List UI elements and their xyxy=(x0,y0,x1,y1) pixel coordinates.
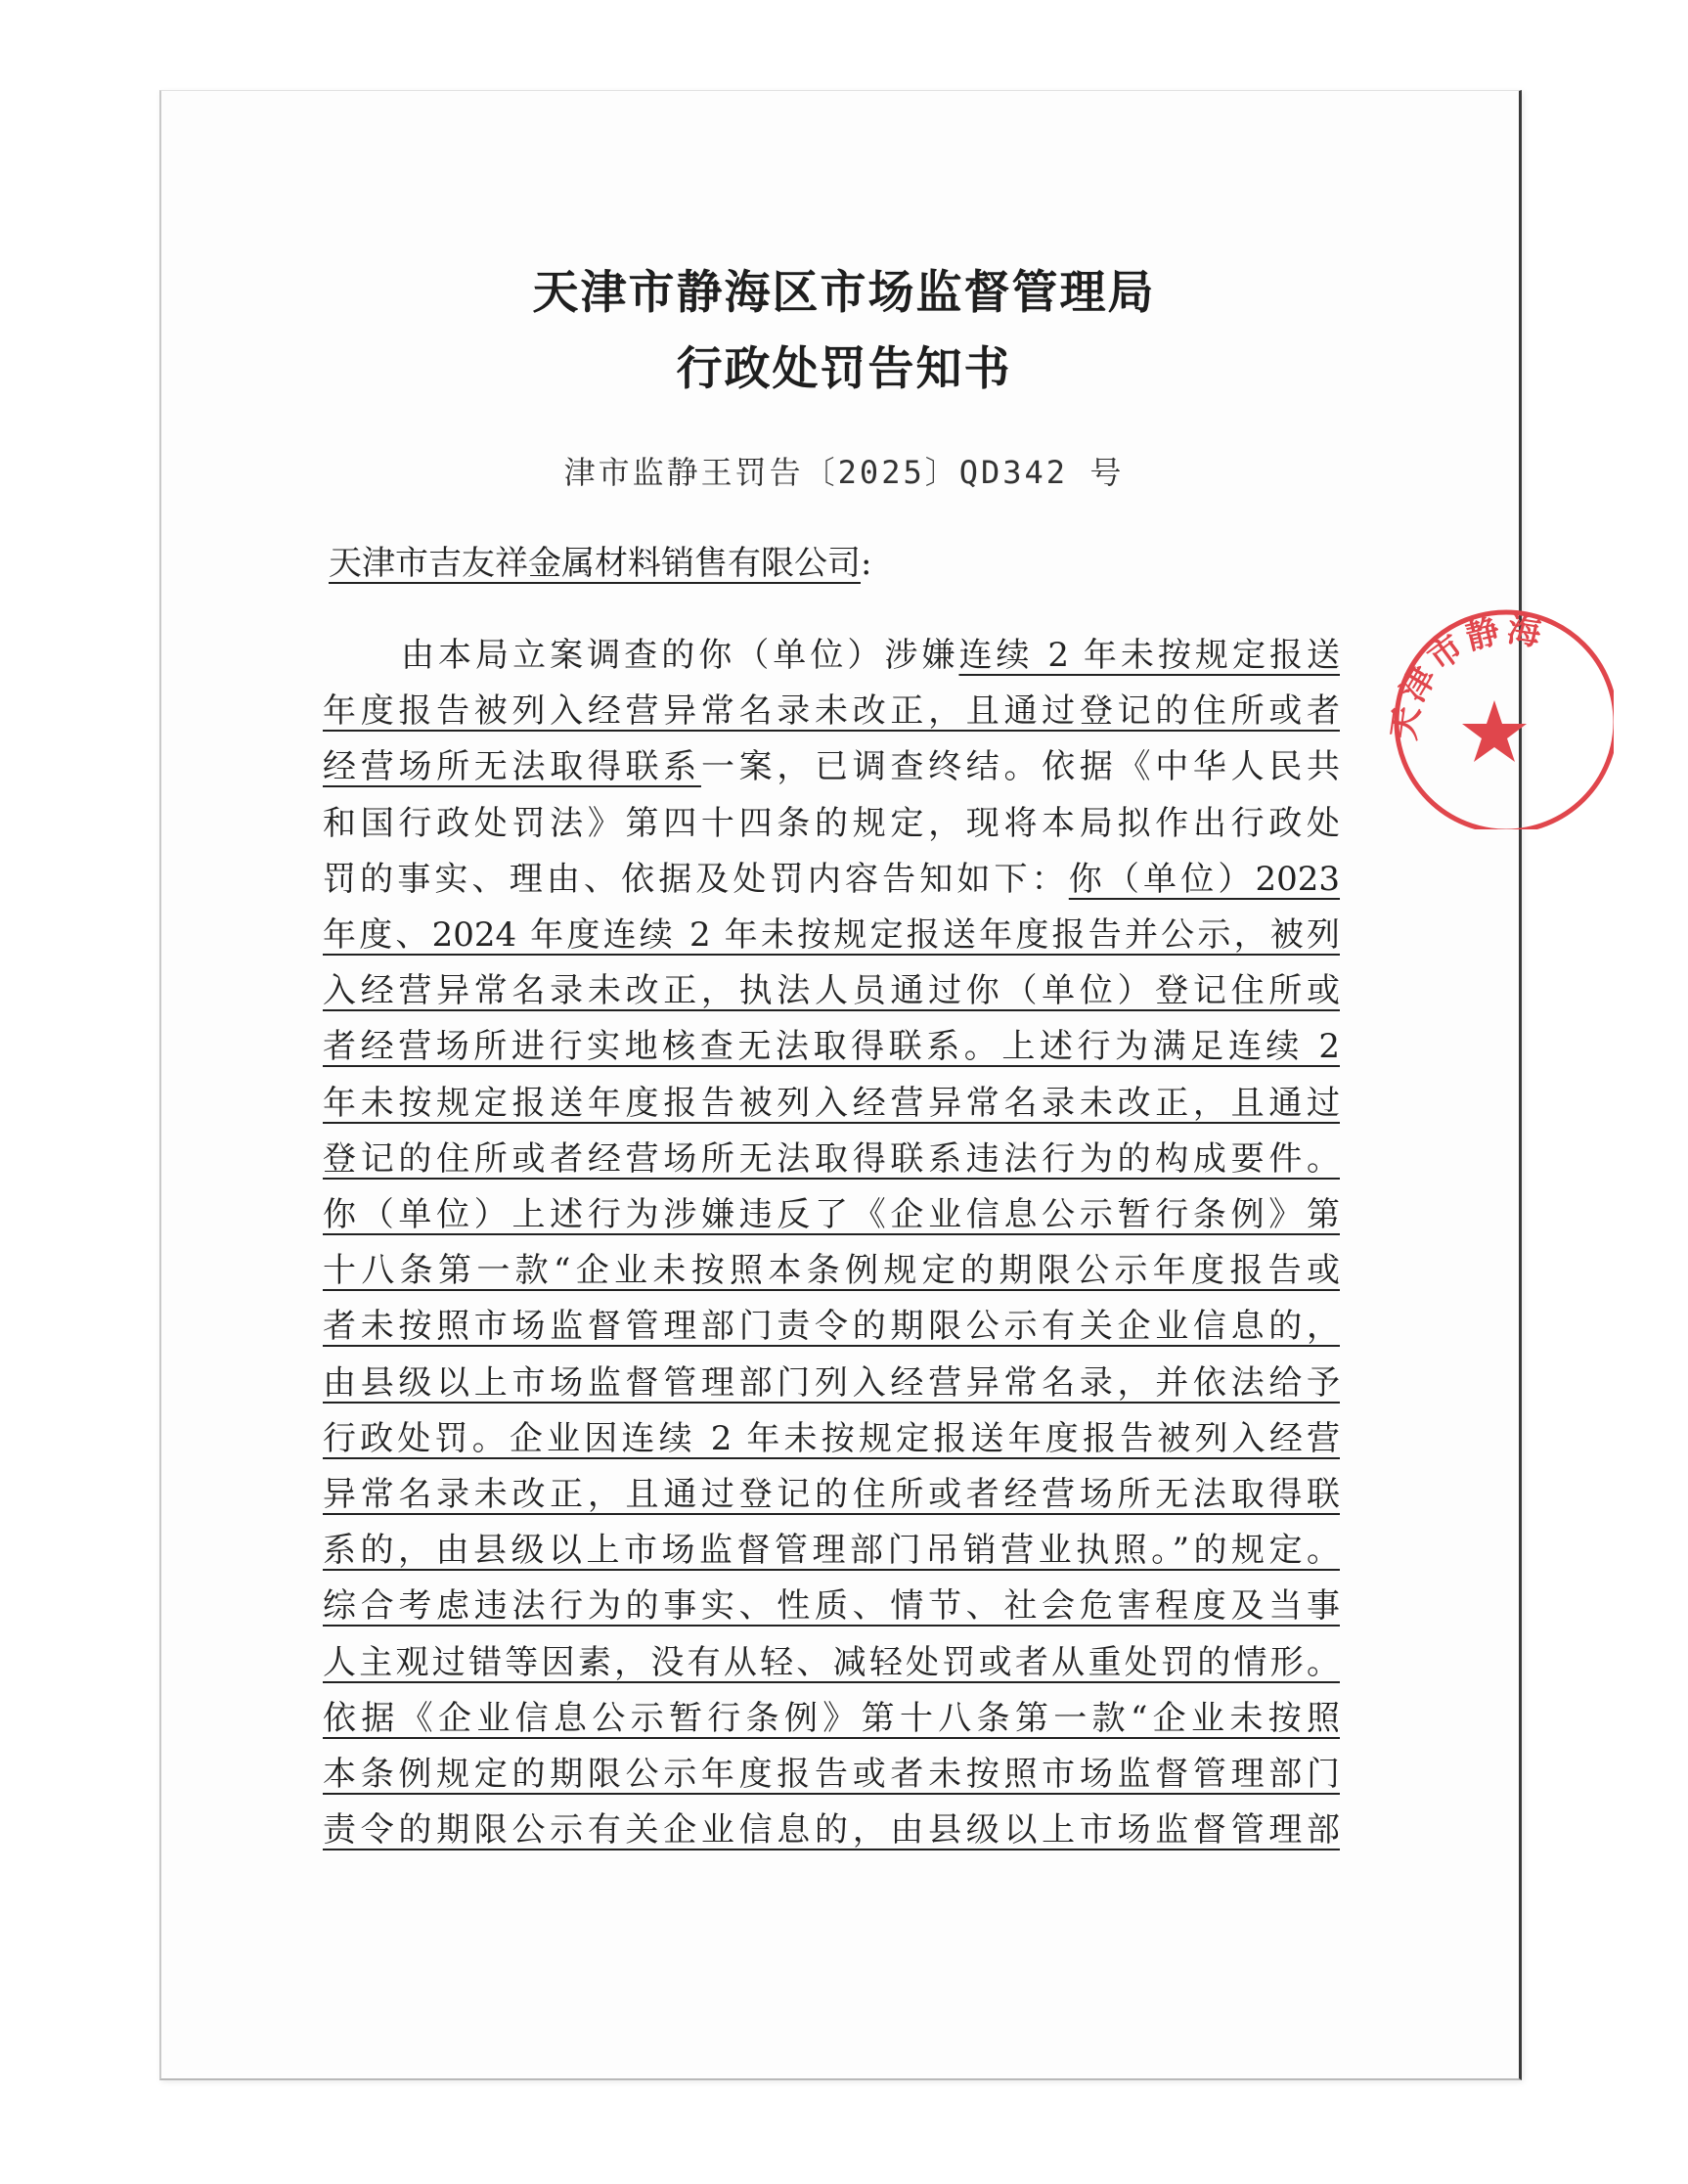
body-line xyxy=(323,804,1340,843)
underlined-text: 你（单位）2023 xyxy=(1068,859,1341,899)
addressee xyxy=(329,544,871,583)
body-line xyxy=(323,1475,1340,1514)
underlined-text: 连续 2 年未按规定报送 xyxy=(958,636,1340,675)
body-line xyxy=(323,971,1340,1010)
body-text-segment: 一案，已调查终结。依据《中华人民共 xyxy=(700,747,1341,787)
body-line xyxy=(323,860,1340,899)
underlined-text: 人主观过错等因素，没有从轻、减轻处罚或者从重处罚的情形。 xyxy=(323,1642,1340,1682)
body-line xyxy=(323,1251,1340,1290)
underlined-text: 异常名录未改正，且通过登记的住所或者经营场所无法取得联 xyxy=(323,1475,1340,1514)
body-line xyxy=(323,1531,1340,1570)
body-line xyxy=(323,915,1340,955)
underlined-text: 年度、2024 年度连续 2 年未按规定报送年度报告并公示，被列 xyxy=(323,915,1340,955)
underlined-text: 责令的期限公示有关企业信息的，由县级以上市场监督管理部 xyxy=(323,1810,1340,1850)
body-line xyxy=(323,1586,1340,1626)
underlined-text: 经营场所无法取得联系 xyxy=(323,747,701,787)
body-text-segment: 由本局立案调查的你（单位）涉嫌 xyxy=(401,636,959,675)
body-text-segment: 罚的事实、理由、依据及处罚内容告知如下： xyxy=(323,859,1069,899)
body-line xyxy=(323,1195,1340,1234)
underlined-text: 年未按规定报送年度报告被列入经营异常名录未改正，且通过 xyxy=(323,1083,1340,1123)
underlined-text: 本条例规定的期限公示年度报告或者未按照市场监督管理部门 xyxy=(323,1755,1340,1794)
body-line xyxy=(323,1139,1340,1179)
underlined-text: 十八条第一款“企业未按照本条例规定的期限公示年度报告或 xyxy=(323,1251,1340,1291)
body-line xyxy=(401,636,1340,675)
underlined-text: 者经营场所进行实地核查无法取得联系。上述行为满足连续 2 xyxy=(323,1027,1340,1067)
body-line xyxy=(323,1643,1340,1682)
addressee-name: 天津市吉友祥金属材料销售有限公司 xyxy=(329,544,861,583)
body-line xyxy=(323,691,1340,731)
underlined-text: 行政处罚。企业因连续 2 年未按规定报送年度报告被列入经营 xyxy=(323,1418,1340,1458)
document-title-line2: 行政处罚告知书 xyxy=(676,342,1012,396)
seal-graphic xyxy=(1379,595,1614,829)
document-title-line1: 天津市静海区市场监督管理局 xyxy=(532,266,1156,320)
body-line xyxy=(323,1027,1340,1066)
body-line xyxy=(323,1419,1340,1458)
underlined-text: 系的，由县级以上市场监督管理部门吊销营业执照。”的规定。 xyxy=(323,1531,1340,1571)
addressee-colon: : xyxy=(861,544,872,583)
body-line xyxy=(323,1363,1340,1403)
underlined-text: 综合考虑违法行为的事实、性质、情节、社会危害程度及当事 xyxy=(323,1586,1340,1627)
underlined-text: 你（单位）上述行为涉嫌违反了《企业信息公示暂行条例》第 xyxy=(323,1195,1340,1234)
document-number: 津市监静王罚告〔2025〕QD342 号 xyxy=(563,454,1125,491)
official-seal xyxy=(1379,595,1614,829)
seal-text: 天津市静海 xyxy=(1384,610,1548,743)
body-line xyxy=(323,1084,1340,1123)
underlined-text: 者未按照市场监督管理部门责令的期限公示有关企业信息的， xyxy=(323,1307,1340,1347)
body-line xyxy=(323,747,1340,786)
body-text-segment: 和国行政处罚法》第四十四条的规定，现将本局拟作出行政处 xyxy=(323,803,1340,843)
underlined-text: 登记的住所或者经营场所无法取得联系违法行为的构成要件。 xyxy=(323,1138,1340,1179)
underlined-text: 入经营异常名录未改正，执法人员通过你（单位）登记住所或 xyxy=(323,971,1340,1011)
underlined-text: 年度报告被列入经营异常名录未改正，且通过登记的住所或者 xyxy=(323,691,1340,732)
body-line xyxy=(323,1307,1340,1346)
underlined-text: 依据《企业信息公示暂行条例》第十八条第一款“企业未按照 xyxy=(323,1698,1340,1738)
body-line xyxy=(323,1699,1340,1738)
body-line xyxy=(323,1755,1340,1794)
body-line xyxy=(323,1810,1340,1850)
underlined-text: 由县级以上市场监督管理部门列入经营异常名录，并依法给予 xyxy=(323,1362,1340,1403)
